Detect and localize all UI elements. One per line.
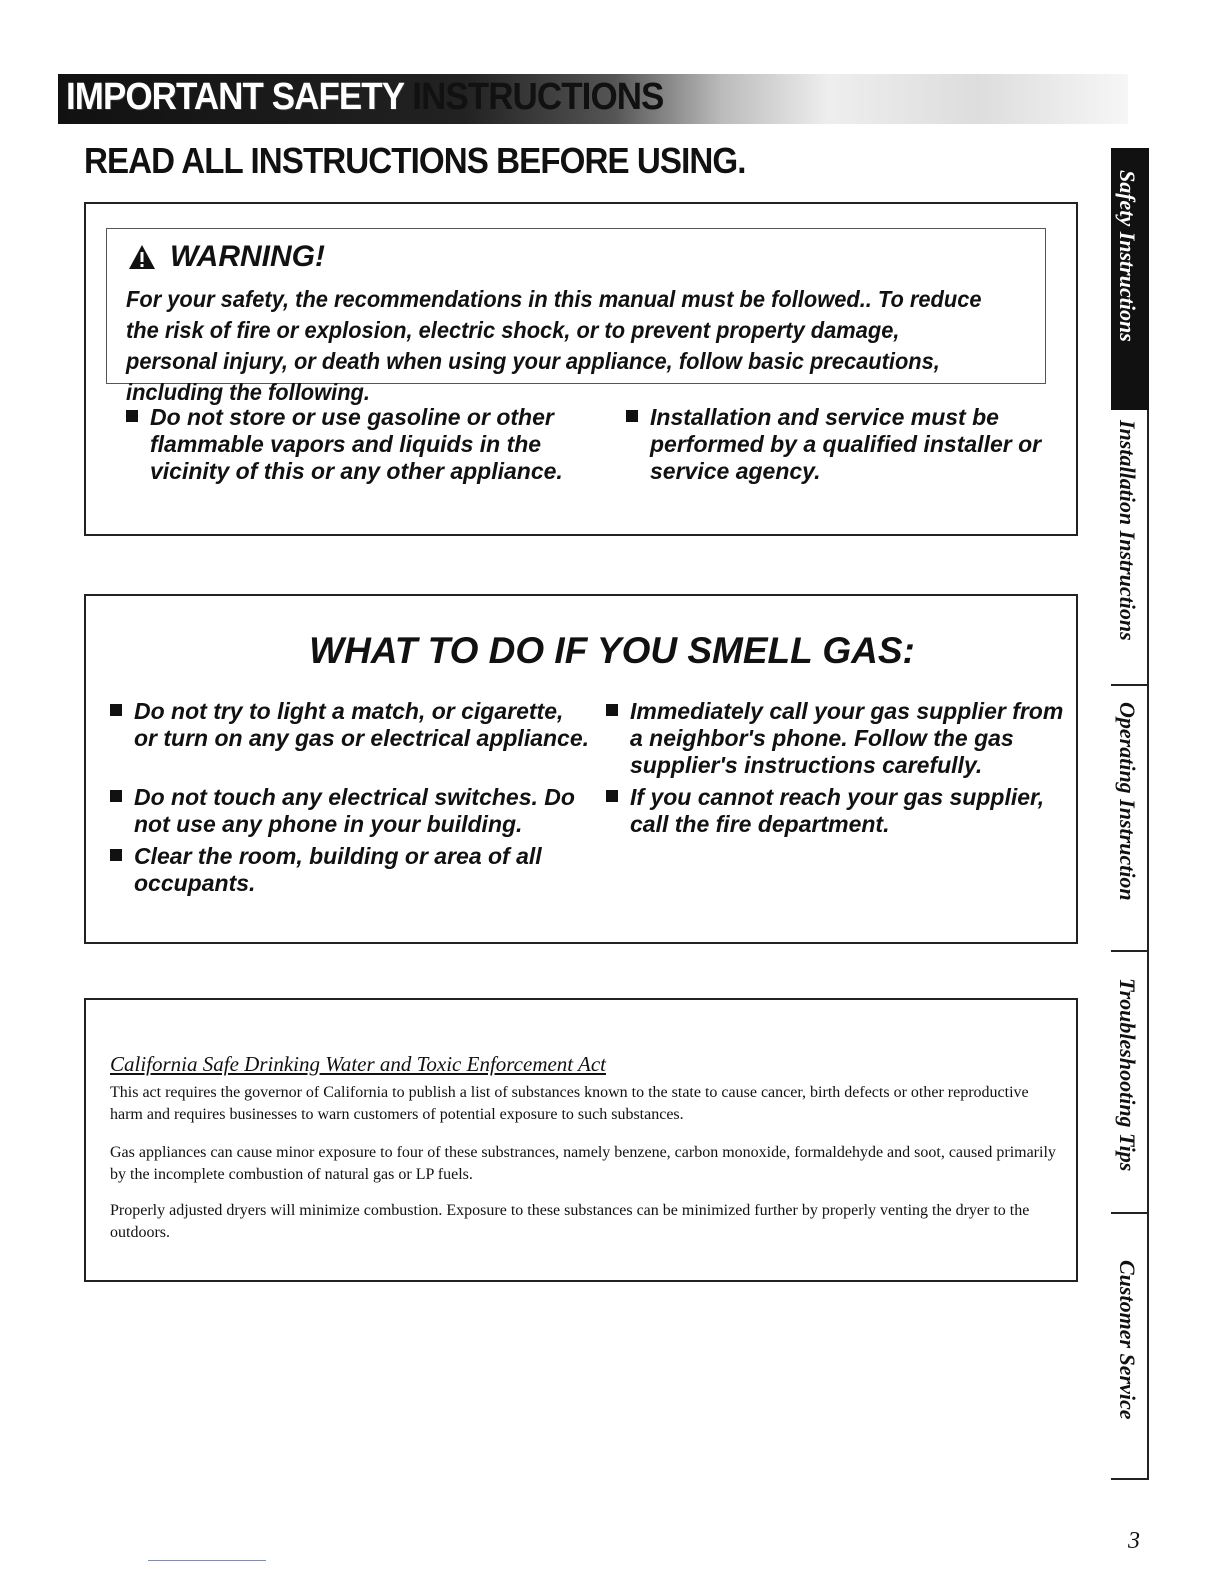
tab-troubleshooting-tips-label: Troubleshooting Tips: [1115, 978, 1140, 1172]
page-title-lead: IMPORTANT SAFETY: [66, 76, 404, 118]
bullet-square-icon: [126, 410, 138, 422]
warning-text: For your safety, the recommendations in this manual must be followed.. To reduce the risk of fire or explosion, electric shock, or to prevent property damage, personal injury, or death when using your appliance, follow basic precautions, including the following.: [126, 286, 982, 405]
gas-bullet: Clear the room, building or area of all occupants.: [110, 843, 590, 897]
page-title: [66, 76, 663, 119]
california-heading: California Safe Drinking Water and Toxic Enforcement Act: [110, 1052, 606, 1076]
gas-bullet: Immediately call your gas supplier from a neighbor's phone. Follow the gas supplier's instructions carefully.: [606, 698, 1066, 779]
bullet-square-icon: [110, 790, 122, 802]
tab-operating-instruction-label: Operating Instruction: [1115, 702, 1140, 901]
bullet-square-icon: [626, 410, 638, 422]
page-subheading: READ ALL INSTRUCTIONS BEFORE USING.: [84, 140, 746, 181]
warning-title: WARNING!: [170, 240, 325, 273]
bullet-square-icon: [110, 849, 122, 861]
california-paragraph: Gas appliances can cause minor exposure to four of these substrances, namely benzene, carbon monoxide, formaldehyde and soot, caused primarily by the incomplete combustion of natural gas or LP fuels.: [110, 1144, 1056, 1183]
gas-heading: WHAT TO DO IF YOU SMELL GAS:: [309, 630, 915, 671]
warning-triangle-icon: [128, 244, 156, 270]
california-paragraph: This act requires the governor of California to publish a list of substances known to the state to cause cancer, birth defects or other reproductive harm and requires businesses to warn customers of potential exposure to such substances.: [110, 1084, 1029, 1123]
tab-safety-instructions-label: Safety Instructions: [1115, 170, 1140, 342]
footer-rule: [148, 1560, 266, 1561]
california-paragraph: Properly adjusted dryers will minimize combustion. Exposure to these substances can be minimized further by properly venting the dryer to the outdoors.: [110, 1202, 1030, 1241]
bullet-square-icon: [606, 704, 618, 716]
tab-installation-instructions-label: Installation Instructions: [1115, 420, 1140, 641]
gas-bullet: Do not touch any electrical switches. Do not use any phone in your building.: [110, 784, 590, 838]
bullet-square-icon: [110, 704, 122, 716]
warning-bullet: Do not store or use gasoline or other flammable vapors and liquids in the vicinity of this or any other appliance.: [126, 404, 596, 485]
bullet-square-icon: [606, 790, 618, 802]
gas-bullet: Do not try to light a match, or cigarette, or turn on any gas or electrical appliance.: [110, 698, 590, 752]
tab-customer-service-label: Customer Service: [1115, 1260, 1140, 1420]
gas-bullet: If you cannot reach your gas supplier, call the fire department.: [606, 784, 1066, 838]
page-title-rest: INSTRUCTIONS: [412, 76, 664, 118]
page-number: 3: [1128, 1528, 1140, 1554]
warning-bullet: Installation and service must be performed by a qualified installer or service agency.: [626, 404, 1066, 485]
warning-heading: [128, 240, 325, 274]
